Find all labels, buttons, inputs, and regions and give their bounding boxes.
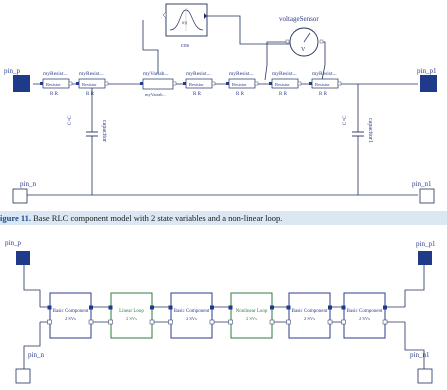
block-subtitle: 2 SVs	[304, 316, 315, 321]
basic-component-block-6[interactable]	[342, 293, 388, 338]
block-subtitle: 2 SVs	[126, 316, 137, 321]
block-pin-in-top	[342, 306, 346, 310]
block-subtitle: 2 SVs	[246, 316, 257, 321]
pin-right	[255, 82, 258, 85]
component-params: R R	[279, 92, 287, 97]
block-pin-in-top	[169, 306, 173, 310]
port-pin-n1[interactable]	[412, 180, 434, 203]
component-label: Resistor	[315, 82, 330, 87]
basic-component-block-1[interactable]	[48, 293, 94, 338]
pin-n-label-2: pin_n	[28, 351, 44, 359]
capacitor-left-param: C=C	[68, 115, 73, 125]
component-label: Resistor	[275, 82, 290, 87]
block-title: Basic Component	[346, 309, 383, 314]
pin-p-label-2: pin_p	[5, 239, 21, 247]
capacitor-left[interactable]	[68, 115, 107, 142]
block-pin-out-top	[89, 306, 93, 310]
component-name: myResist...	[79, 71, 104, 77]
block-pin-out-top	[150, 306, 154, 310]
pin-left	[309, 82, 312, 85]
voltage-sensor-symbol: V	[301, 47, 306, 53]
capacitor-right-name: capacitor1	[367, 118, 373, 143]
component-params: R R	[86, 92, 94, 97]
pin-right	[105, 82, 108, 85]
block-pin-out-bottom	[150, 320, 154, 324]
pin-left	[76, 82, 79, 85]
block-title: Basic Component	[291, 309, 328, 314]
block-pin-out-bottom	[210, 320, 214, 324]
block-title: Nonlinear Loop	[235, 309, 268, 314]
port-pin-p1-2[interactable]	[416, 240, 436, 265]
pin-left	[40, 82, 43, 85]
basic-component-block-5[interactable]	[287, 293, 333, 338]
port-pin-n1-2[interactable]	[410, 351, 432, 383]
loop-block-2[interactable]	[109, 293, 155, 338]
block-title: Linear Loop	[119, 309, 144, 314]
component-blocks	[48, 293, 388, 338]
component-name: myResist...	[43, 71, 68, 77]
port-pin-p[interactable]	[4, 67, 30, 92]
pin-left	[226, 82, 229, 85]
variable-resistor[interactable]	[140, 71, 176, 97]
capacitor-right-param: C=C	[343, 115, 348, 125]
pin-p1-label: pin_p1	[417, 67, 437, 75]
component-label: Resistor	[82, 82, 97, 87]
component-label: Resistor	[232, 82, 247, 87]
block-pin-out-bottom	[383, 320, 387, 324]
resistor-5[interactable]	[226, 71, 258, 97]
series-components	[40, 71, 341, 97]
block-pin-in-top	[287, 306, 291, 310]
block-title: Basic Component	[173, 309, 210, 314]
resistor-4[interactable]	[183, 71, 215, 97]
block-pin-in-bottom	[229, 320, 233, 324]
block-pin-out-top	[328, 306, 332, 310]
block-pin-out-top	[210, 306, 214, 310]
resistor-2[interactable]	[76, 71, 108, 97]
component-name: myResist...	[186, 71, 211, 77]
pin-left	[140, 82, 143, 85]
pin-left	[183, 82, 186, 85]
pin-right	[298, 82, 301, 85]
port-pin-n-2[interactable]	[16, 351, 44, 383]
component-name: myResist...	[312, 71, 337, 77]
block-pin-out-bottom	[270, 320, 274, 324]
block-pin-in-bottom	[48, 320, 52, 324]
block-title: Basic Component	[52, 309, 89, 314]
capacitor-left-name: capacitor	[101, 120, 107, 142]
block-pin-in-bottom	[342, 320, 346, 324]
figure-caption	[0, 211, 447, 225]
cos-block[interactable]	[163, 4, 207, 49]
port-pin-n[interactable]	[13, 180, 36, 203]
resistor-1[interactable]	[40, 71, 72, 97]
block-pin-in-bottom	[109, 320, 113, 324]
pin-n1-label-2: pin_n1	[410, 351, 430, 359]
pin-right	[69, 82, 72, 85]
voltage-sensor-label: voltageSensor	[279, 15, 319, 23]
figure-label: igure 11.	[0, 213, 32, 223]
resistor-6[interactable]	[269, 71, 301, 97]
component-label: myVariab...	[145, 92, 166, 97]
cos-label: cos	[181, 43, 189, 49]
component-params: R R	[193, 92, 201, 97]
component-params: R R	[319, 92, 327, 97]
component-label: Resistor	[189, 82, 204, 87]
pin-n-label: pin_n	[20, 180, 36, 188]
block-pin-out-bottom	[328, 320, 332, 324]
block-subtitle: 2 SVs	[65, 316, 76, 321]
block-pin-in-top	[229, 306, 233, 310]
pin-p-label: pin_p	[4, 67, 20, 75]
block-pin-in-bottom	[287, 320, 291, 324]
block-pin-in-top	[48, 306, 52, 310]
block-subtitle: 2 SVs	[186, 316, 197, 321]
component-name: myVariab...	[143, 71, 169, 77]
pin-n1-label: pin_n1	[412, 180, 432, 188]
cos-inner-label: f(t)	[182, 20, 188, 25]
voltage-sensor[interactable]	[279, 15, 323, 56]
caption-text: Base RLC component model with 2 state variables and a non-linear loop.	[31, 213, 283, 223]
pin-right	[212, 82, 215, 85]
block-subtitle: 2 SVs	[359, 316, 370, 321]
component-label: Resistor	[46, 82, 61, 87]
basic-component-block-3[interactable]	[169, 293, 215, 338]
component-name: myResist...	[229, 71, 254, 77]
component-params: R R	[236, 92, 244, 97]
rlc-diagram	[24, 16, 418, 195]
block-pin-out-bottom	[89, 320, 93, 324]
component-name: myResist...	[272, 71, 297, 77]
port-pin-p1[interactable]	[417, 67, 437, 92]
port-pin-p-2[interactable]	[5, 239, 30, 265]
loop-block-4[interactable]	[229, 293, 275, 338]
block-pin-in-bottom	[169, 320, 173, 324]
pin-right	[338, 82, 341, 85]
pin-right	[173, 82, 176, 85]
pin-p1-label-2: pin_p1	[416, 240, 436, 248]
pin-left	[269, 82, 272, 85]
resistor-7[interactable]	[309, 71, 341, 97]
block-pin-out-top	[383, 306, 387, 310]
block-pin-out-top	[270, 306, 274, 310]
block-pin-in-top	[109, 306, 113, 310]
component-params: R R	[50, 92, 58, 97]
